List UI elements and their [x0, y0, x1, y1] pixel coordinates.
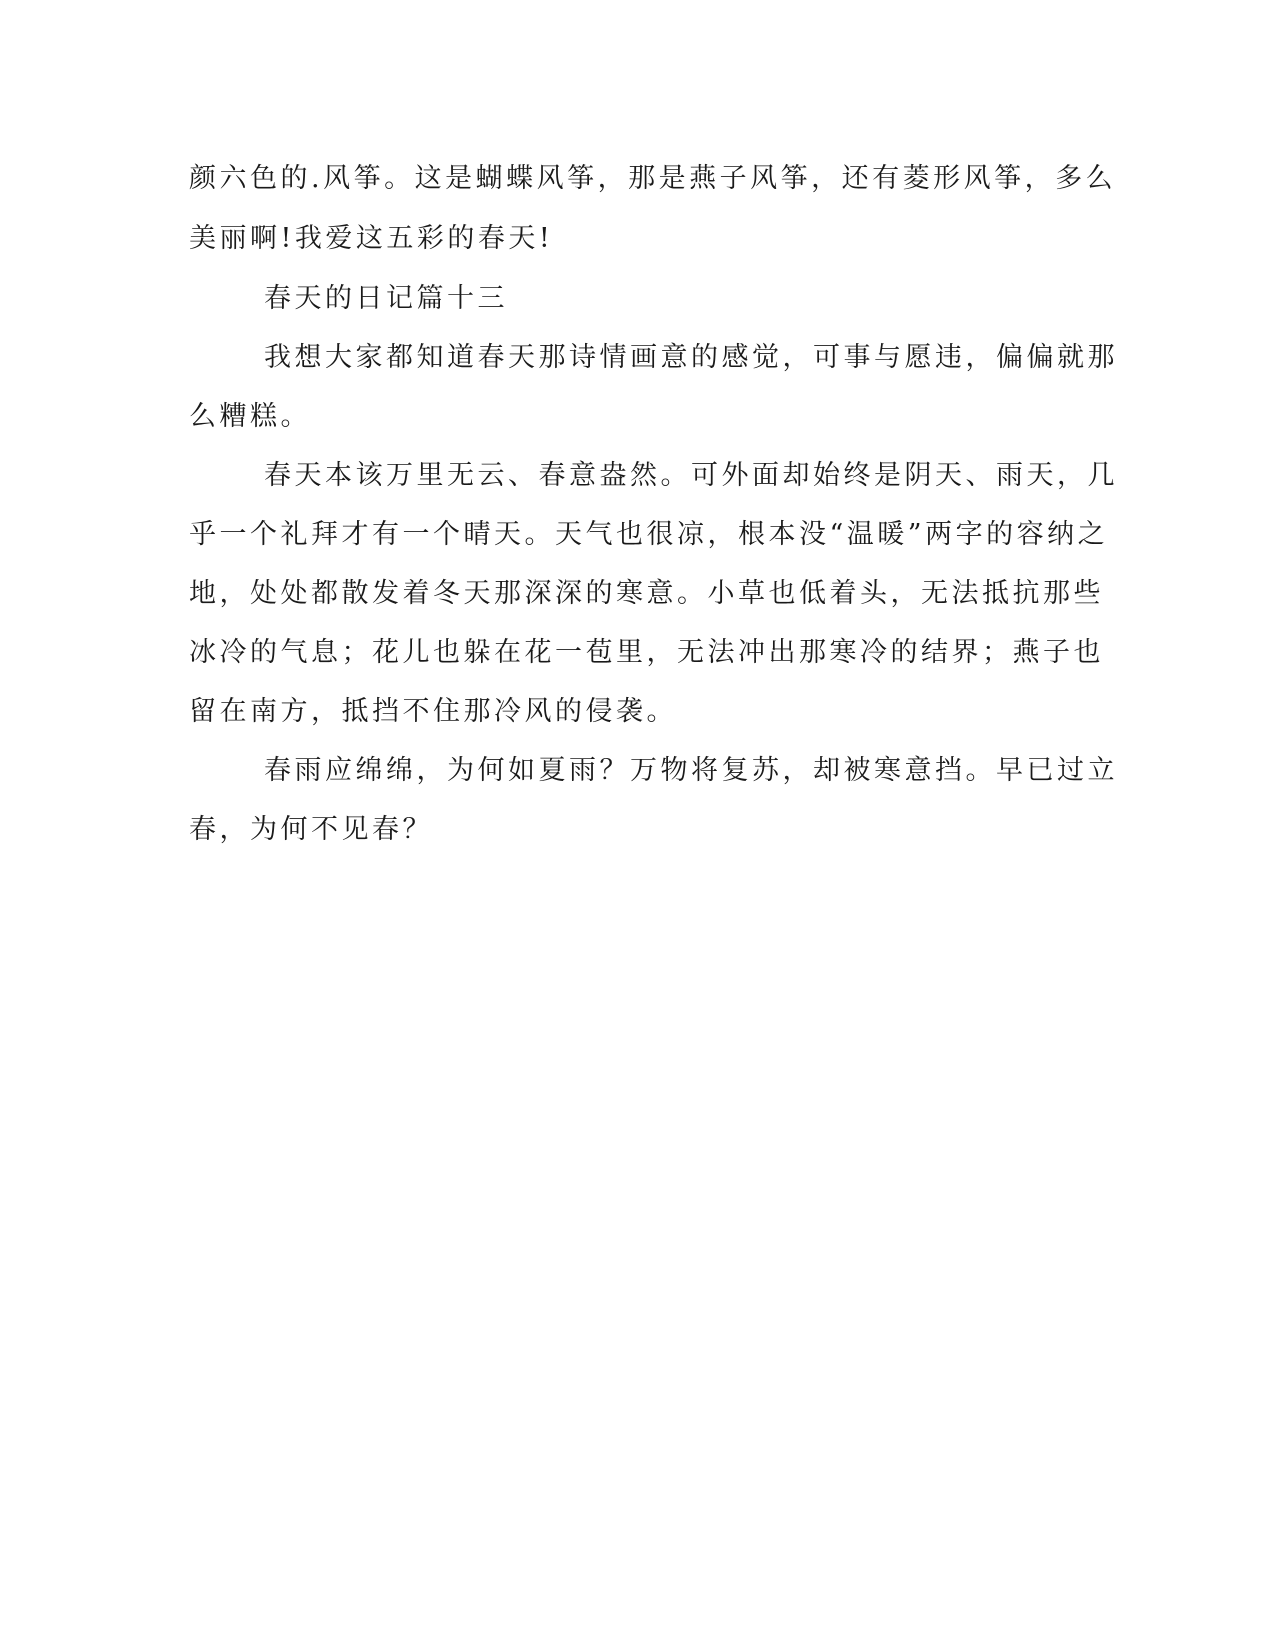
text-line: 春雨应绵绵，为何如夏雨？万物将复苏，却被寒意挡。早已过立	[264, 755, 1118, 786]
text-line: 美丽啊!我爱这五彩的春天!	[189, 223, 554, 254]
text-line: 冰冷的气息；花儿也躲在花一苞里，无法冲出那寒冷的结界；燕子也	[189, 637, 1104, 668]
text-line: 我想大家都知道春天那诗情画意的感觉，可事与愿违，偏偏就那	[264, 342, 1118, 373]
text-line: 么糟糕。	[189, 401, 311, 432]
text-line: 春，为何不见春？	[189, 814, 433, 845]
text-line: 地，处处都散发着冬天那深深的寒意。小草也低着头，无法抵抗那些	[189, 578, 1104, 609]
text-line: 颜六色的.风筝。这是蝴蝶风筝，那是燕子风筝，还有菱形风筝，多么	[189, 163, 1117, 194]
section-heading: 春天的日记篇十三	[264, 283, 508, 314]
text-line: 乎一个礼拜才有一个晴天。天气也很凉，根本没“温暖”两字的容纳之	[189, 519, 1109, 550]
text-line: 春天本该万里无云、春意盎然。可外面却始终是阴天、雨天，几	[264, 460, 1118, 491]
text-line: 留在南方，抵挡不住那冷风的侵袭。	[189, 696, 677, 727]
